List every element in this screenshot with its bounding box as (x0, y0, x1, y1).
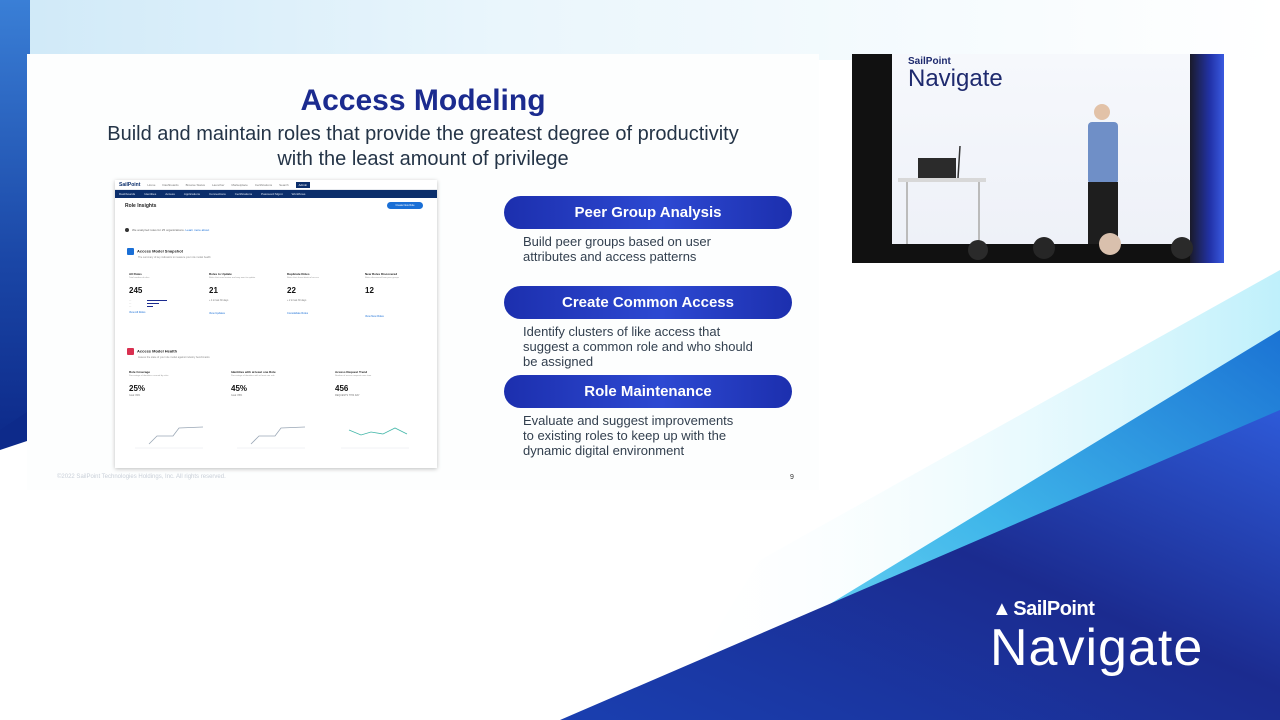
screenshot-nav-item: Access (165, 192, 175, 196)
snapshot-subtitle: The summary of key indicators to measure your role model health (138, 256, 211, 259)
legend-row: — (129, 299, 203, 302)
card-description: Number of access requests over time (335, 375, 372, 377)
snapshot-card-roles-to-update (209, 272, 283, 315)
health-card-role-coverage (129, 370, 203, 397)
info-icon (125, 228, 129, 232)
card-link: View Updates (209, 312, 225, 315)
snapshot-title-text: Access Model Snapshot (137, 248, 184, 254)
screenshot-top-nav-item: Marketplace (231, 182, 248, 187)
description-line: to existing roles to keep up with the (523, 428, 727, 443)
screenshot-nav-item: Certifications (234, 192, 253, 196)
heart-icon (127, 348, 134, 355)
screenshot-nav-item: Dashboards (119, 192, 136, 196)
role-coverage-mini-chart (131, 412, 207, 452)
slide-subtitle (47, 122, 799, 172)
screenshot-info-banner (125, 228, 421, 234)
screenshot-nav-item: Connections (209, 192, 226, 196)
card-note: REQUESTS THIS DAY (335, 394, 360, 397)
card-description: Total number of roles (129, 277, 150, 279)
screenshot-top-nav-item: Certifications (254, 182, 273, 187)
card-value: 245 (129, 286, 143, 295)
banner-link: Learn more about (185, 228, 210, 232)
snapshot-icon (127, 248, 134, 255)
card-title: Access Request Trend (335, 370, 368, 374)
card-value: 21 (209, 286, 218, 295)
screenshot-top-nav-item: Dashboards (162, 182, 179, 187)
card-description: Percentage of identities with at least one role (231, 375, 275, 377)
description-line: dynamic digital environment (523, 443, 685, 458)
screenshot-top-nav-item: Home (147, 182, 156, 187)
screenshot-top-bar (115, 180, 437, 190)
slide-title: Access Modeling (300, 84, 546, 117)
screenshot-top-nav-item: Launcher (211, 182, 225, 187)
pill-role-maintenance: Role Maintenance (504, 375, 792, 408)
card-link: View New Roles (365, 315, 384, 318)
stage-brand-logo: SailPoint (908, 56, 951, 67)
card-value: 12 (365, 286, 374, 295)
screenshot-header (115, 198, 437, 214)
screenshot-nav-item: Workflows (291, 192, 306, 196)
peer-group-analysis-description (523, 234, 793, 264)
card-description: Roles that share identical access (287, 277, 319, 279)
card-note: Goal: 85% (231, 394, 243, 397)
card-description: Roles that need review and may want to update (209, 277, 256, 279)
pill-create-common-access: Create Common Access (504, 286, 792, 319)
health-card-access-request-trend (335, 370, 409, 397)
speaker-shirt (1088, 122, 1118, 184)
card-note: + 2 in last 30 days (287, 299, 307, 302)
slide-footer-copyright: ©2022 SailPoint Technologies Holdings, Inc. All rights reserved. (57, 474, 226, 480)
screenshot-top-nav-item: Browse Status (185, 182, 205, 187)
pill-peer-group-analysis: Peer Group Analysis (504, 196, 792, 229)
laptop-icon (918, 158, 956, 178)
card-title: All Roles (129, 272, 142, 276)
screenshot-top-nav-item-active: Admin (296, 182, 311, 188)
snapshot-section-title (127, 248, 183, 255)
description-line: Evaluate and suggest improvements (523, 413, 734, 428)
description-line: Identify clusters of like access that (523, 324, 721, 339)
speaker-video-inset (852, 54, 1224, 263)
health-card-identities-with-role (231, 370, 305, 397)
description-line: Build peer groups based on user (523, 234, 711, 249)
card-title: Roles to Update (209, 272, 232, 276)
slide-page-number: 9 (790, 474, 794, 481)
banner-text: We analyzed roles for 25 organizations. (132, 228, 185, 232)
legend-row: — (129, 302, 203, 305)
brand-company-name: SailPoint (1013, 598, 1095, 620)
screenshot-nav-bar (115, 190, 437, 198)
card-note: + 4 in last 30 days (209, 299, 229, 302)
slide-subtitle-line-1: Build and maintain roles that provide the greatest degree of productivity (107, 123, 739, 145)
screenshot-logo: SailPoint (119, 181, 141, 188)
screenshot-top-nav-item: Search (279, 182, 289, 187)
screenshot-nav-item: Identities (144, 192, 157, 196)
snapshot-card-new-roles (365, 272, 437, 318)
create-common-access-description (523, 324, 793, 369)
speaker-head (1094, 104, 1110, 120)
description-line: suggest a common role and who should (523, 339, 753, 354)
card-description: Roles discovered from peer groups (365, 277, 400, 279)
card-title: Duplicate Roles (287, 272, 310, 276)
role-maintenance-description (523, 413, 793, 458)
sailpoint-logo-icon: ▲ (992, 598, 1012, 620)
card-legend (129, 299, 203, 308)
snapshot-card-duplicate-roles (287, 272, 361, 315)
card-title: Role Coverage (129, 370, 151, 374)
access-request-mini-chart (337, 412, 413, 452)
stage-scene (852, 54, 1224, 263)
podium-table (898, 178, 986, 182)
card-title: Identities with at least one Role (231, 370, 276, 374)
card-link: View All Roles (129, 311, 146, 314)
brand-event-title: Navigate (990, 619, 1204, 677)
legend-row: — (129, 305, 203, 308)
screenshot-nav-item: Password Mgmt (261, 192, 283, 196)
card-link: Consolidate Roles (287, 312, 309, 315)
identities-mini-chart (233, 412, 309, 452)
screenshot-page-title: Role Insights (125, 203, 157, 209)
card-value: 456 (335, 384, 349, 393)
stage-event-title: Navigate (908, 65, 1003, 92)
create-role-button: Create New Role (387, 202, 423, 209)
card-value: 45% (231, 384, 248, 393)
description-line: be assigned (523, 354, 594, 369)
slide-subtitle-line-2: with the least amount of privilege (277, 148, 569, 170)
snapshot-card-all-roles (129, 272, 203, 314)
card-note: Goal: 80% (129, 394, 141, 397)
health-section-title (127, 348, 177, 355)
description-line: attributes and access patterns (523, 249, 697, 264)
card-title: New Roles Discovered (365, 272, 398, 276)
card-value: 25% (129, 384, 146, 393)
health-title-text: Access Model Health (137, 348, 178, 354)
card-description: Percentage of identities covered by roles (129, 375, 169, 377)
health-subtitle: Assess the state of your role model against industry benchmarks (138, 356, 210, 359)
presentation-slide (27, 54, 819, 490)
screenshot-nav-item: Applications (183, 192, 201, 196)
role-insights-screenshot (115, 180, 437, 468)
card-value: 22 (287, 286, 296, 295)
